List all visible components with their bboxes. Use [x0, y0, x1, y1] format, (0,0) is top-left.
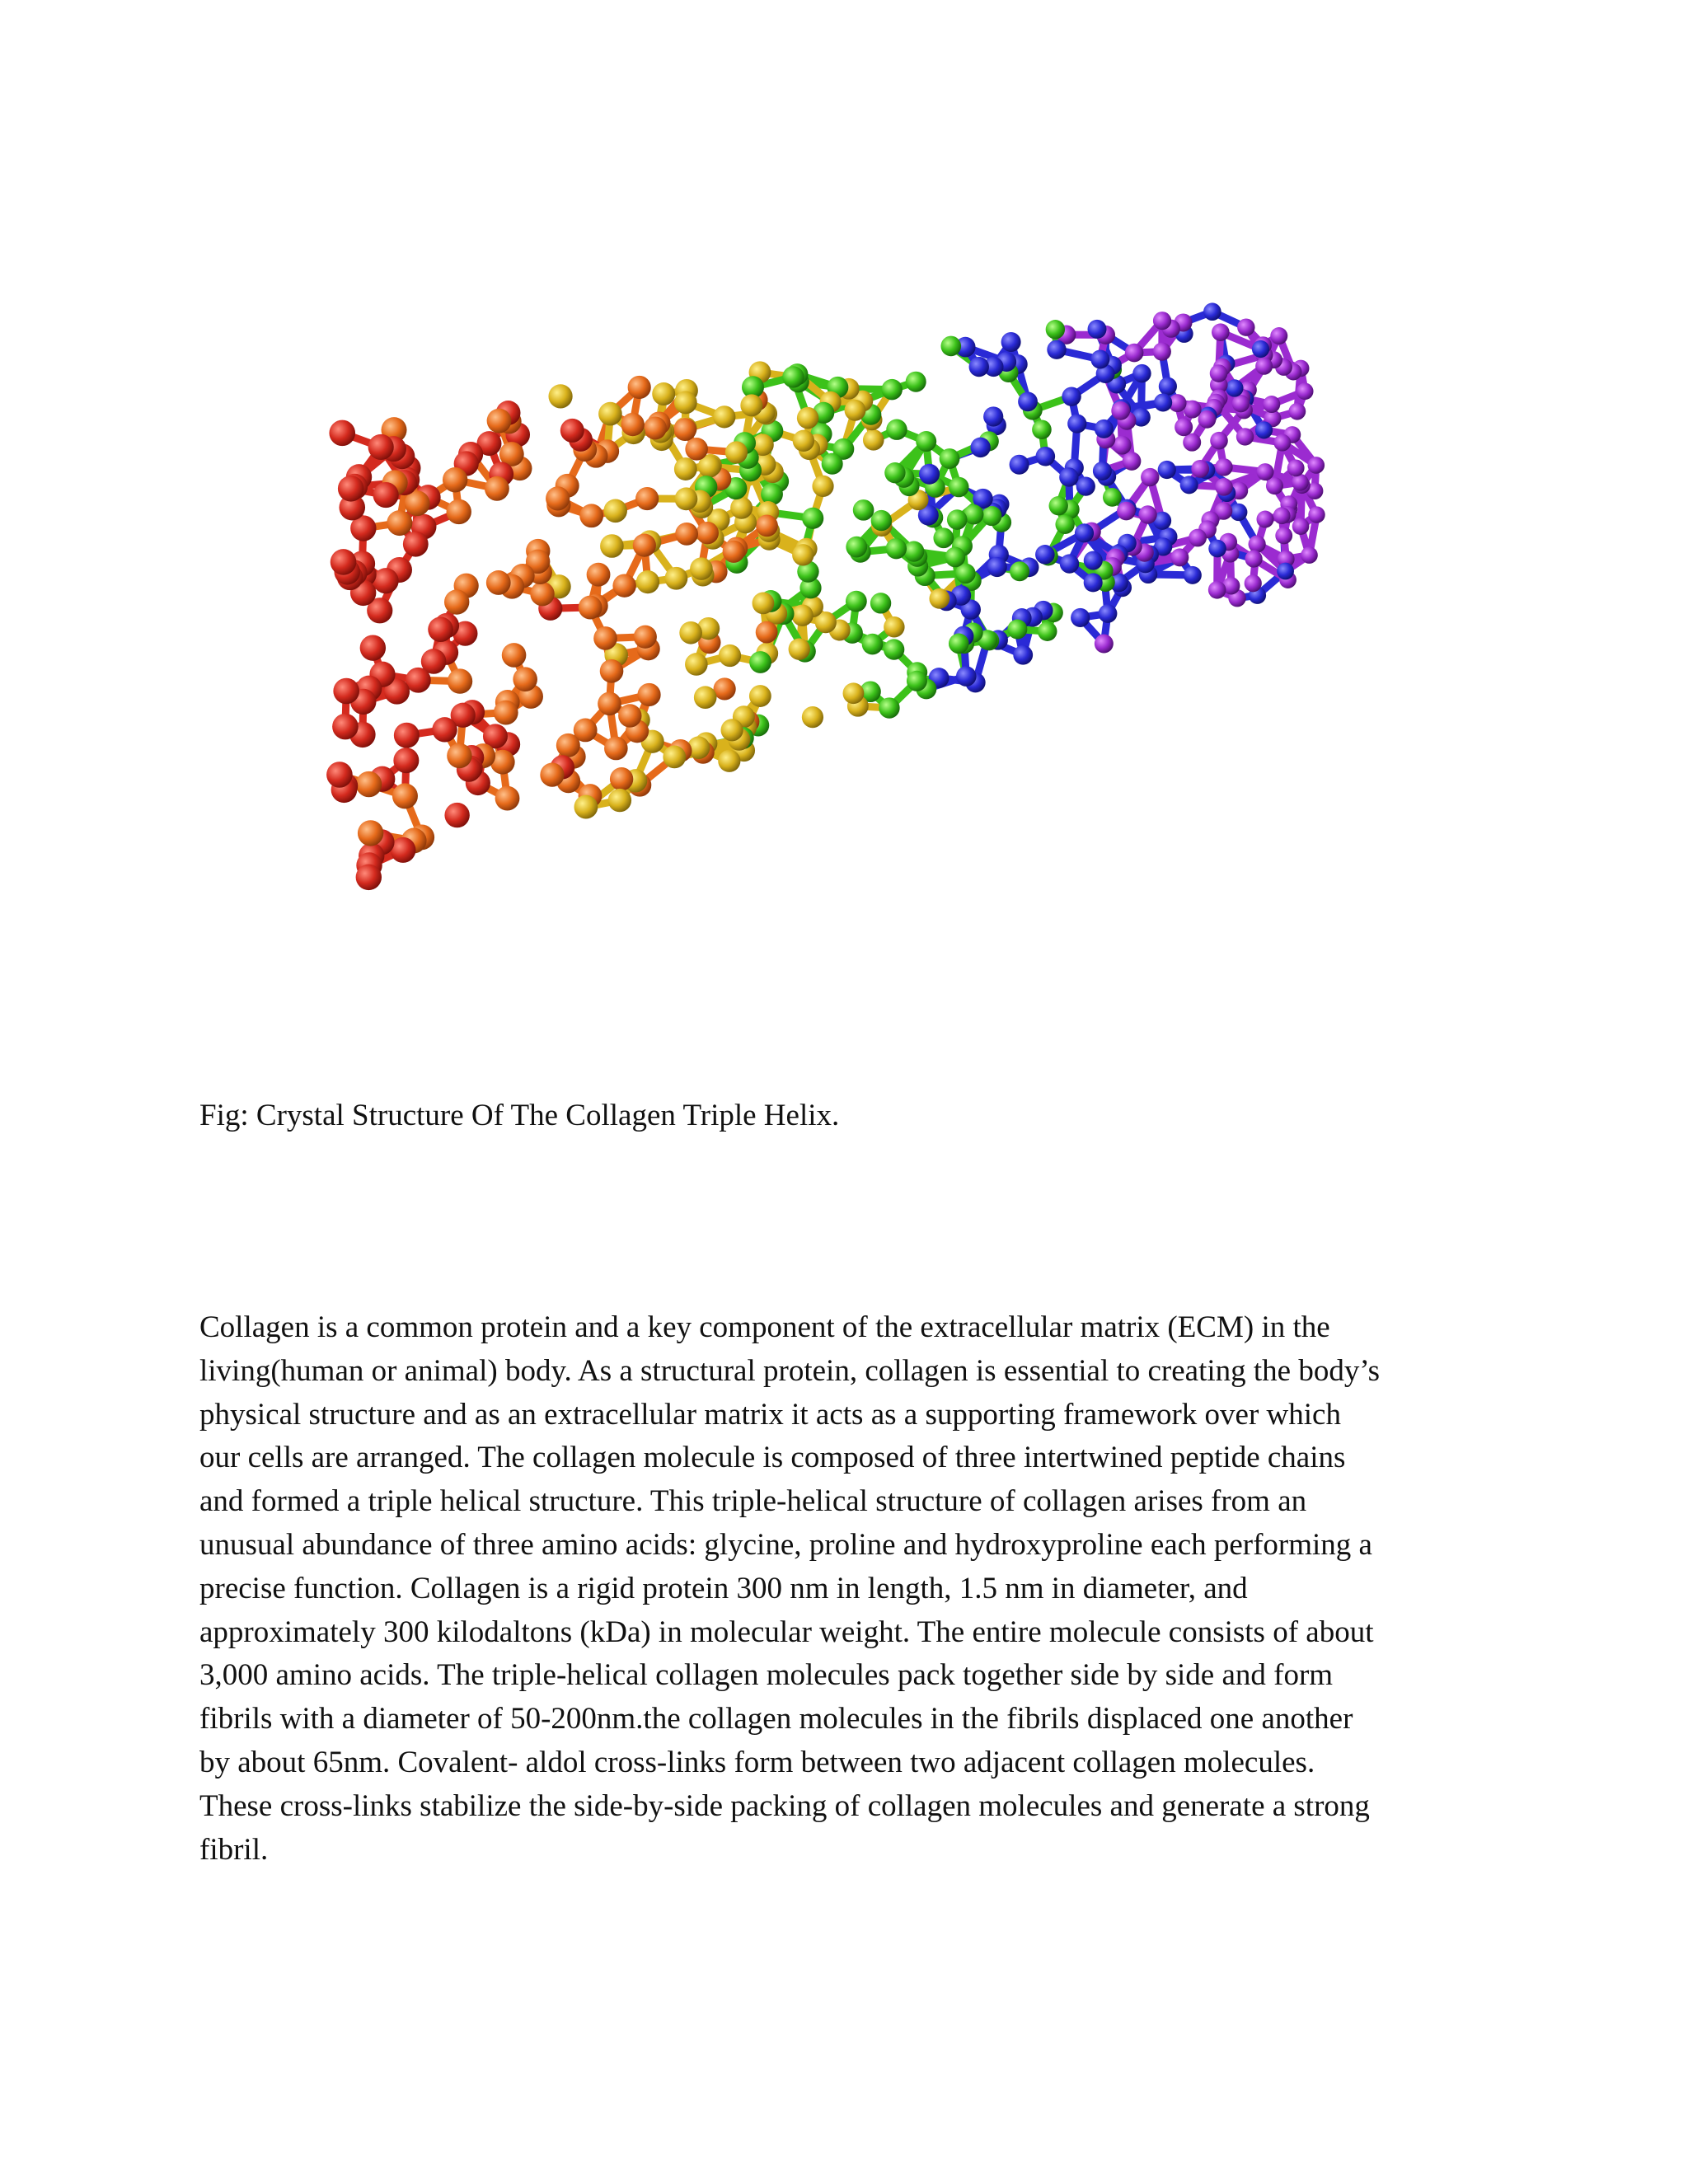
atom-sphere — [373, 482, 399, 508]
atom-sphere — [884, 616, 904, 637]
atom-sphere — [652, 382, 675, 405]
atom-sphere — [634, 626, 657, 649]
collagen-helix-figure — [313, 272, 1360, 1014]
atom-sphere — [513, 667, 537, 691]
atom-sphere — [593, 626, 617, 650]
atom-sphere — [756, 514, 778, 537]
atom-sphere — [723, 541, 745, 563]
atom-sphere — [802, 508, 823, 529]
atom-sphere — [1095, 634, 1114, 653]
atom-sphere — [579, 504, 603, 527]
atom-sphere — [329, 420, 355, 447]
atom-sphere — [1093, 462, 1112, 480]
atom-sphere — [1184, 566, 1202, 584]
atom-sphere — [756, 621, 778, 644]
atom-sphere — [879, 697, 899, 718]
atom-sphere — [368, 434, 394, 460]
atom-sphere — [373, 568, 398, 593]
atom-sphere — [1215, 458, 1233, 476]
atom-sphere — [982, 506, 1001, 526]
body-paragraph — [199, 1306, 1502, 1872]
atom-sphere — [730, 497, 753, 519]
atom-sphere — [604, 737, 628, 761]
atom-sphere — [1287, 459, 1305, 476]
atom-sphere — [871, 510, 892, 531]
atom-sphere — [444, 803, 469, 827]
atom-sphere — [1288, 403, 1306, 420]
atom-sphere — [1266, 477, 1283, 494]
atom-sphere — [929, 588, 950, 609]
atom-sphere — [1263, 396, 1280, 413]
atom-sphere — [882, 379, 903, 400]
paragraph-line: living(human or animal) body. As a structural protein, collagen is essential to creating the body’s — [199, 1353, 1381, 1388]
atom-sphere — [598, 402, 622, 426]
atom-sphere — [721, 719, 743, 741]
atom-sphere — [1010, 455, 1029, 475]
atom-sphere — [1296, 382, 1314, 400]
atom-sphere — [949, 477, 969, 498]
atom-sphere — [1084, 551, 1103, 570]
atom-sphere — [970, 438, 990, 457]
atom-sphere — [358, 820, 383, 846]
paragraph-line: unusual abundance of three amino acids: glycine, proline and hydroxyproline each performing a — [199, 1527, 1372, 1562]
atom-sphere — [332, 714, 359, 740]
atom-sphere — [956, 666, 977, 687]
atom-sphere — [1071, 608, 1090, 627]
atom-sphere — [603, 499, 627, 523]
atom-sphere — [1055, 515, 1074, 534]
atom-sphere — [495, 786, 520, 811]
atom-sphere — [862, 634, 884, 655]
paragraph-line: by about 65nm. Covalent- aldol cross-links form between two adjacent collagen molecules. — [199, 1745, 1315, 1779]
atom-sphere — [664, 567, 687, 590]
atom-sphere — [797, 407, 818, 429]
atom-sphere — [696, 522, 719, 544]
atom-sphere — [1189, 529, 1207, 547]
atom-sphere — [1125, 344, 1144, 363]
atom-sphere — [331, 549, 357, 575]
atom-sphere — [428, 616, 453, 642]
atom-sphere — [1198, 410, 1216, 429]
atom-sphere — [1001, 332, 1021, 352]
atom-sphere — [846, 591, 867, 612]
atom-sphere — [674, 391, 697, 415]
paragraph-line: our cells are arranged. The collagen molecule is composed of three intertwined peptide chains — [199, 1441, 1346, 1475]
atom-sphere — [846, 537, 867, 558]
atom-sphere — [1153, 312, 1171, 330]
atom-sphere — [326, 762, 353, 788]
atom-sphere — [618, 704, 641, 727]
atom-sphere — [1018, 391, 1038, 411]
atom-sphere — [1010, 561, 1029, 581]
atom-sphere — [884, 462, 905, 483]
atom-sphere — [1170, 548, 1189, 566]
atom-sphere — [916, 431, 936, 452]
atom-sphere — [502, 643, 527, 668]
atom-sphere — [1249, 536, 1266, 553]
atom-sphere — [749, 651, 771, 673]
atom-sphere — [560, 419, 584, 443]
atom-sphere — [633, 534, 656, 557]
atom-sphere — [574, 795, 598, 819]
atom-sphere — [945, 547, 966, 568]
atom-sphere — [1257, 463, 1274, 480]
atom-sphere — [1301, 546, 1318, 564]
atom-sphere — [1076, 477, 1095, 496]
atom-sphere — [782, 366, 804, 387]
atom-sphere — [791, 604, 813, 626]
atom-sphere — [1215, 478, 1233, 496]
collagen-helix-image — [313, 272, 1360, 1014]
atom-sphere — [793, 430, 814, 452]
atom-sphere — [600, 659, 624, 683]
atom-sphere — [1111, 401, 1130, 420]
atom-sphere — [753, 592, 775, 614]
atom-sphere — [949, 634, 969, 654]
atom-sphere — [853, 499, 874, 521]
paragraph-line: 3,000 amino acids. The triple-helical collagen molecules pack together side by side and form — [199, 1658, 1334, 1693]
atom-sphere — [719, 644, 741, 667]
atom-sphere — [1256, 511, 1273, 528]
atom-sphere — [587, 563, 611, 587]
atom-sphere — [621, 413, 644, 436]
paragraph-line: and formed a triple helical structure. This triple-helical structure of collagen arises from an — [199, 1484, 1307, 1519]
atom-sphere — [1067, 414, 1086, 433]
atom-sphere — [903, 541, 924, 561]
atom-sphere — [644, 416, 667, 439]
paragraph-line: fibrils with a diameter of 50-200nm.the collagen molecules in the fibrils displaced one another — [199, 1702, 1353, 1736]
atom-sphere — [1292, 474, 1309, 491]
atom-sphere — [1088, 320, 1107, 339]
atom-sphere — [1032, 419, 1052, 439]
atom-sphere — [863, 429, 884, 451]
atom-sphere — [907, 671, 927, 691]
paragraph-line: These cross-links stabilize the side-by-side packing of collagen molecules and generate a strong — [199, 1788, 1370, 1823]
atom-sphere — [447, 499, 471, 524]
paragraph-line: fibril. — [199, 1832, 269, 1867]
atom-sphere — [685, 438, 708, 461]
atom-sphere — [530, 582, 554, 606]
atom-sphere — [886, 419, 907, 440]
atom-sphere — [947, 509, 968, 530]
atom-sphere — [1237, 318, 1254, 335]
atom-sphere — [394, 723, 420, 748]
atom-sphere — [1236, 428, 1254, 445]
atom-sphere — [548, 384, 572, 408]
atom-sphere — [1273, 434, 1291, 452]
atom-sphere — [612, 574, 635, 597]
atom-sphere — [448, 668, 472, 693]
atom-sphere — [663, 746, 686, 769]
atom-sphere — [1123, 452, 1142, 471]
atom-sphere — [933, 527, 954, 548]
atom-sphere — [1154, 393, 1172, 411]
atom-sphere — [356, 771, 382, 797]
atom-sphere — [675, 523, 698, 546]
atom-sphere — [675, 487, 698, 510]
atom-sphere — [1153, 343, 1171, 361]
atom-sphere — [1275, 527, 1292, 545]
atom-sphere — [486, 570, 511, 595]
atom-sphere — [1308, 506, 1325, 523]
figure-caption: Fig: Crystal Structure Of The Collagen Triple Helix. — [199, 1099, 840, 1132]
atom-sphere — [822, 453, 843, 475]
atom-sphere — [987, 557, 1007, 577]
atom-sphere — [673, 418, 696, 441]
atom-sphere — [714, 677, 736, 700]
atom-sphere — [1075, 523, 1094, 542]
atom-sphere — [556, 733, 580, 757]
atom-sphere — [1230, 504, 1247, 521]
atom-sphere — [338, 476, 364, 502]
atom-sphere — [635, 487, 659, 510]
atom-sphere — [598, 692, 621, 716]
atom-sphere — [1046, 320, 1065, 339]
atom-sphere — [600, 534, 624, 558]
atom-sphere — [1175, 418, 1193, 436]
atom-sphere — [494, 701, 518, 725]
atom-sphere — [802, 706, 823, 728]
atom-sphere — [1038, 621, 1057, 641]
atom-sphere — [1158, 461, 1176, 479]
atom-sphere — [1047, 340, 1066, 359]
atom-sphere — [1007, 620, 1027, 640]
atom-sphere — [870, 593, 891, 613]
atom-sphere — [1060, 554, 1079, 573]
atom-sphere — [983, 406, 1003, 426]
atom-sphere — [1103, 488, 1122, 507]
atom-sphere — [393, 748, 419, 773]
atom-sphere — [1141, 468, 1159, 486]
paragraph-line: precise function. Collagen is a rigid protein 300 nm in length, 1.5 nm in diameter, and — [199, 1571, 1248, 1605]
atom-sphere — [1049, 496, 1068, 515]
atom-sphere — [356, 865, 382, 890]
atom-sphere — [1035, 545, 1055, 565]
atom-sphere — [1180, 476, 1198, 494]
atom-sphere — [674, 457, 697, 480]
atom-sphere — [884, 639, 904, 659]
atom-sphere — [1226, 379, 1243, 396]
atom-sphere — [1212, 323, 1230, 341]
atom-sphere — [1208, 540, 1226, 558]
atom-sphere — [636, 570, 659, 593]
atom-sphere — [610, 767, 633, 790]
atom-sphere — [740, 394, 762, 416]
atom-sphere — [679, 621, 702, 644]
atom-sphere — [432, 717, 457, 742]
atom-sphere — [608, 789, 631, 812]
atom-sphere — [789, 638, 810, 659]
atom-sphere — [940, 336, 961, 357]
atom-sphere — [1062, 387, 1081, 406]
atom-sphere — [812, 476, 833, 497]
atom-sphere — [447, 743, 471, 768]
atom-sphere — [485, 476, 509, 501]
atom-sphere — [940, 448, 960, 469]
atom-sphere — [690, 557, 713, 580]
atom-sphere — [694, 686, 717, 709]
atom-sphere — [969, 357, 989, 377]
atom-sphere — [685, 653, 708, 676]
atom-sphere — [443, 467, 467, 492]
atom-sphere — [1210, 432, 1228, 450]
atom-sphere — [333, 678, 359, 705]
atom-sphere — [845, 400, 866, 421]
atom-sphere — [713, 405, 735, 428]
atom-sphere — [392, 783, 418, 808]
paragraph-line: Collagen is a common protein and a key component of the extracellular matrix (ECM) in the — [199, 1310, 1330, 1344]
atom-sphere — [725, 441, 748, 463]
atom-sphere — [1191, 460, 1209, 478]
atom-sphere — [540, 763, 564, 787]
atom-sphere — [1036, 447, 1056, 466]
atom-sphere — [749, 685, 771, 707]
atom-sphere — [1203, 302, 1221, 321]
atom-sphere — [360, 635, 386, 660]
atom-sphere — [403, 532, 429, 557]
atom-sphere — [906, 372, 926, 392]
atom-sphere — [1138, 505, 1156, 523]
atom-sphere — [444, 589, 469, 614]
atom-sphere — [1210, 364, 1228, 382]
atom-sphere — [1095, 419, 1114, 438]
paragraph-line: approximately 300 kilodaltons (kDa) in molecular weight. The entire molecule consists of about — [199, 1615, 1374, 1649]
atom-sphere — [886, 538, 907, 559]
atom-sphere — [1292, 518, 1310, 535]
atom-sphere — [1084, 573, 1103, 592]
paragraph-line: physical structure and as an extracellular matrix it acts as a supporting framework over which — [199, 1397, 1341, 1432]
atom-sphere — [1132, 364, 1151, 382]
atom-sphere — [1245, 550, 1262, 567]
atom-sphere — [919, 464, 940, 485]
atom-sphere — [579, 596, 603, 620]
atom-sphere — [1245, 574, 1262, 592]
atom-sphere — [637, 683, 660, 706]
atom-sphere — [843, 682, 865, 704]
atom-sphere — [628, 376, 651, 399]
atom-sphere — [1307, 457, 1325, 474]
atom-sphere — [718, 750, 740, 772]
atom-sphere — [1252, 340, 1269, 358]
atom-sphere — [1273, 507, 1291, 524]
atom-sphere — [1099, 604, 1118, 623]
atom-sphere — [1277, 563, 1294, 580]
atom-sphere — [792, 544, 814, 565]
atom-sphere — [1117, 502, 1136, 521]
atom-sphere — [1013, 645, 1033, 665]
atom-sphere — [1159, 377, 1177, 396]
atom-sphere — [1255, 358, 1273, 375]
atom-sphere — [1232, 395, 1250, 412]
atom-sphere — [1255, 421, 1273, 438]
atom-sphere — [546, 486, 570, 510]
atom-sphere — [1090, 349, 1109, 368]
atom-sphere — [1059, 467, 1078, 486]
atom-sphere — [487, 409, 512, 434]
atom-sphere — [1270, 327, 1287, 344]
atom-sphere — [1208, 581, 1226, 599]
atom-sphere — [387, 510, 412, 536]
